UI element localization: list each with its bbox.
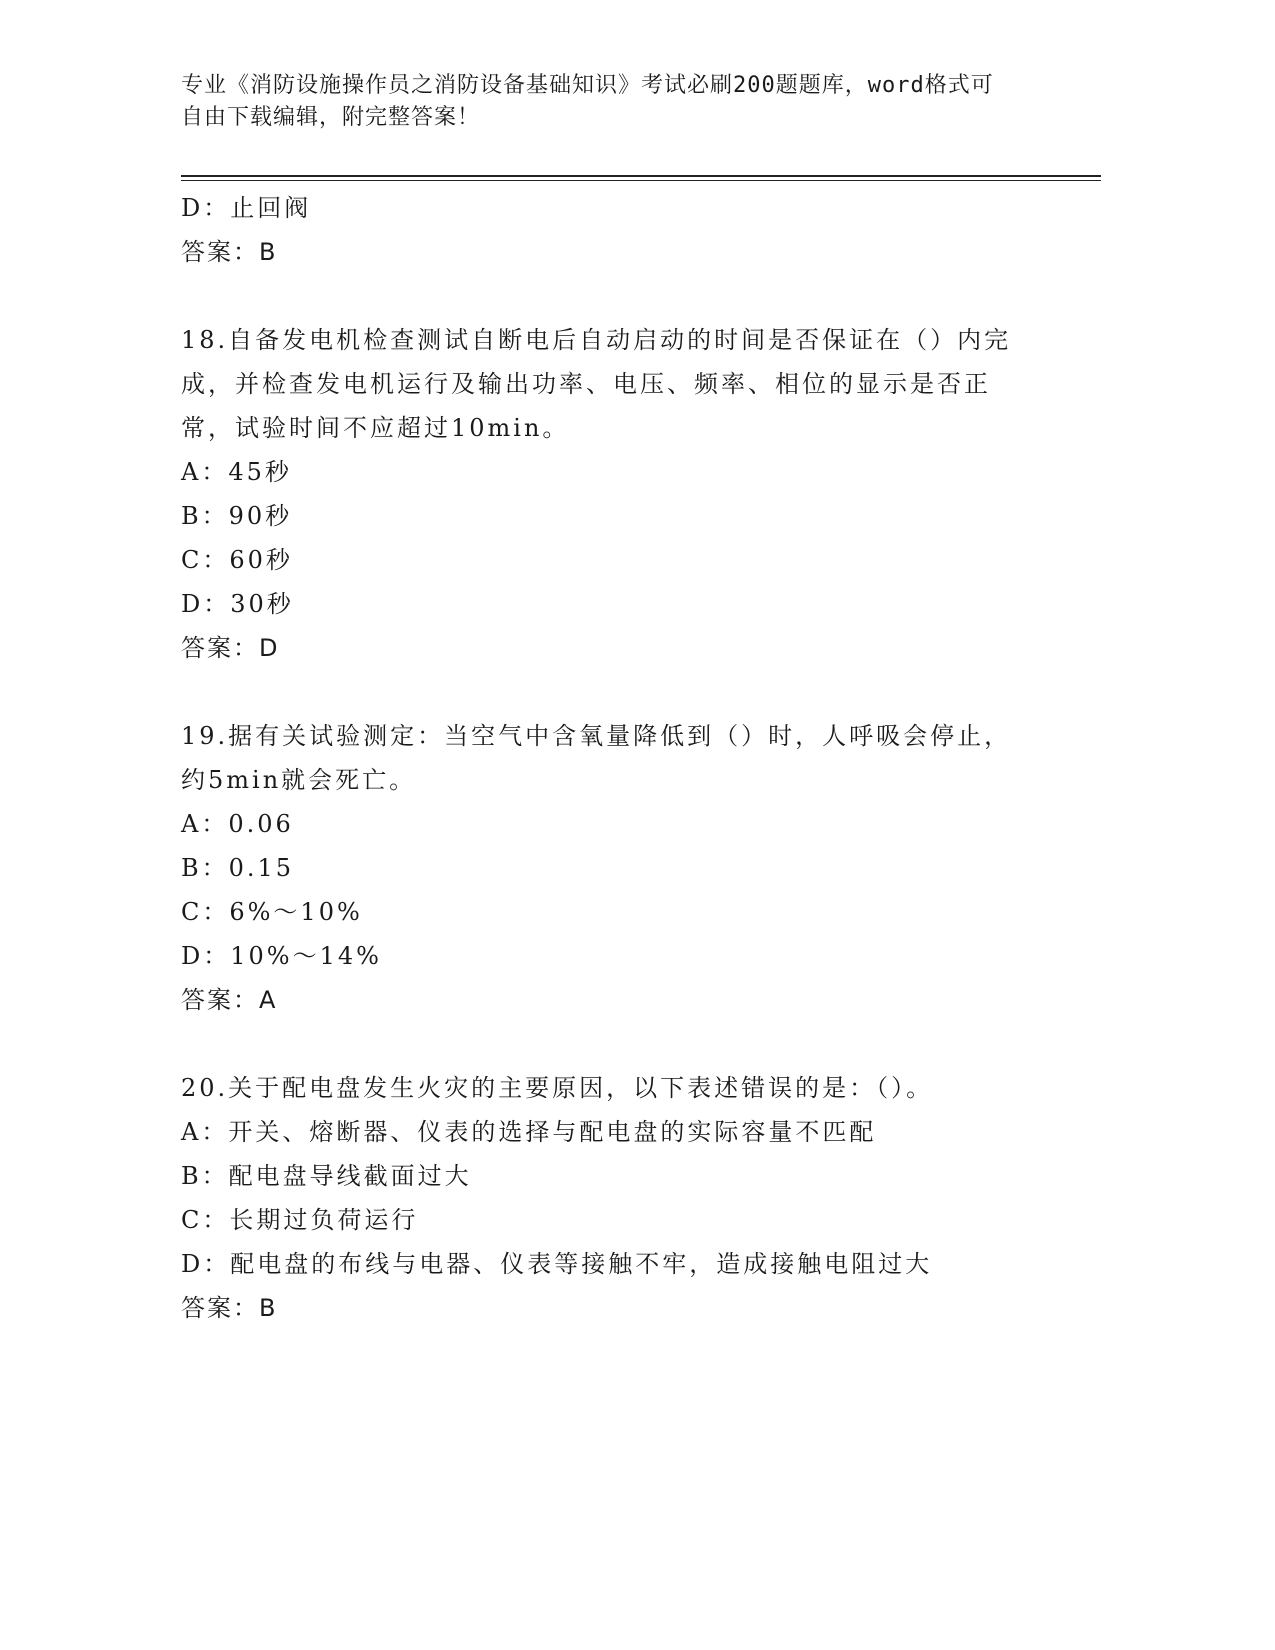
option-a: A：开关、熔断器、仪表的选择与配电盘的实际容量不匹配 (181, 1118, 877, 1146)
page-header (181, 70, 1041, 134)
question-stem-line: 成，并检查发电机运行及输出功率、电压、频率、相位的显示是否正 (181, 370, 991, 398)
option-d: D：配电盘的布线与电器、仪表等接触不牢，造成接触电阻过大 (181, 1250, 933, 1278)
answer-line: 答案：D (181, 634, 280, 662)
option-b: B：0.15 (181, 854, 295, 882)
answer-line: 答案：A (181, 986, 278, 1014)
answer-line: 答案：B (181, 1294, 278, 1322)
option-b: B：配电盘导线截面过大 (181, 1162, 472, 1190)
option-a: A：45秒 (181, 458, 292, 486)
header-line-2: 自由下载编辑，附完整答案！ (181, 105, 481, 130)
question-stem-line: 19.据有关试验测定：当空气中含氧量降低到（）时，人呼吸会停止， (181, 722, 1012, 750)
question-stem-line: 20.关于配电盘发生火灾的主要原因，以下表述错误的是：（）。 (181, 1074, 934, 1102)
question-18 (181, 318, 1081, 670)
question-20 (181, 1066, 1081, 1330)
header-line-1: 专业《消防设施操作员之消防设备基础知识》考试必刷200题题库，word格式可 (181, 73, 994, 98)
continued-question (181, 186, 1081, 274)
option-c: C：6%～10% (181, 898, 363, 926)
header-divider (181, 175, 1101, 181)
question-19 (181, 714, 1081, 1022)
answer-line: 答案：B (181, 238, 278, 266)
option-c: C：长期过负荷运行 (181, 1206, 419, 1234)
option-c: C：60秒 (181, 546, 293, 574)
option-a: A：0.06 (181, 810, 294, 838)
question-stem-line: 常，试验时间不应超过10min。 (181, 414, 570, 442)
option-d: D：30秒 (181, 590, 294, 618)
document-body (181, 186, 1081, 1330)
option-d: D：止回阀 (181, 194, 312, 222)
option-d: D：10%～14% (181, 942, 382, 970)
question-stem-line: 约5min就会死亡。 (181, 766, 417, 794)
question-stem-line: 18.自备发电机检查测试自断电后自动启动的时间是否保证在（）内完 (181, 326, 1012, 354)
option-b: B：90秒 (181, 502, 293, 530)
